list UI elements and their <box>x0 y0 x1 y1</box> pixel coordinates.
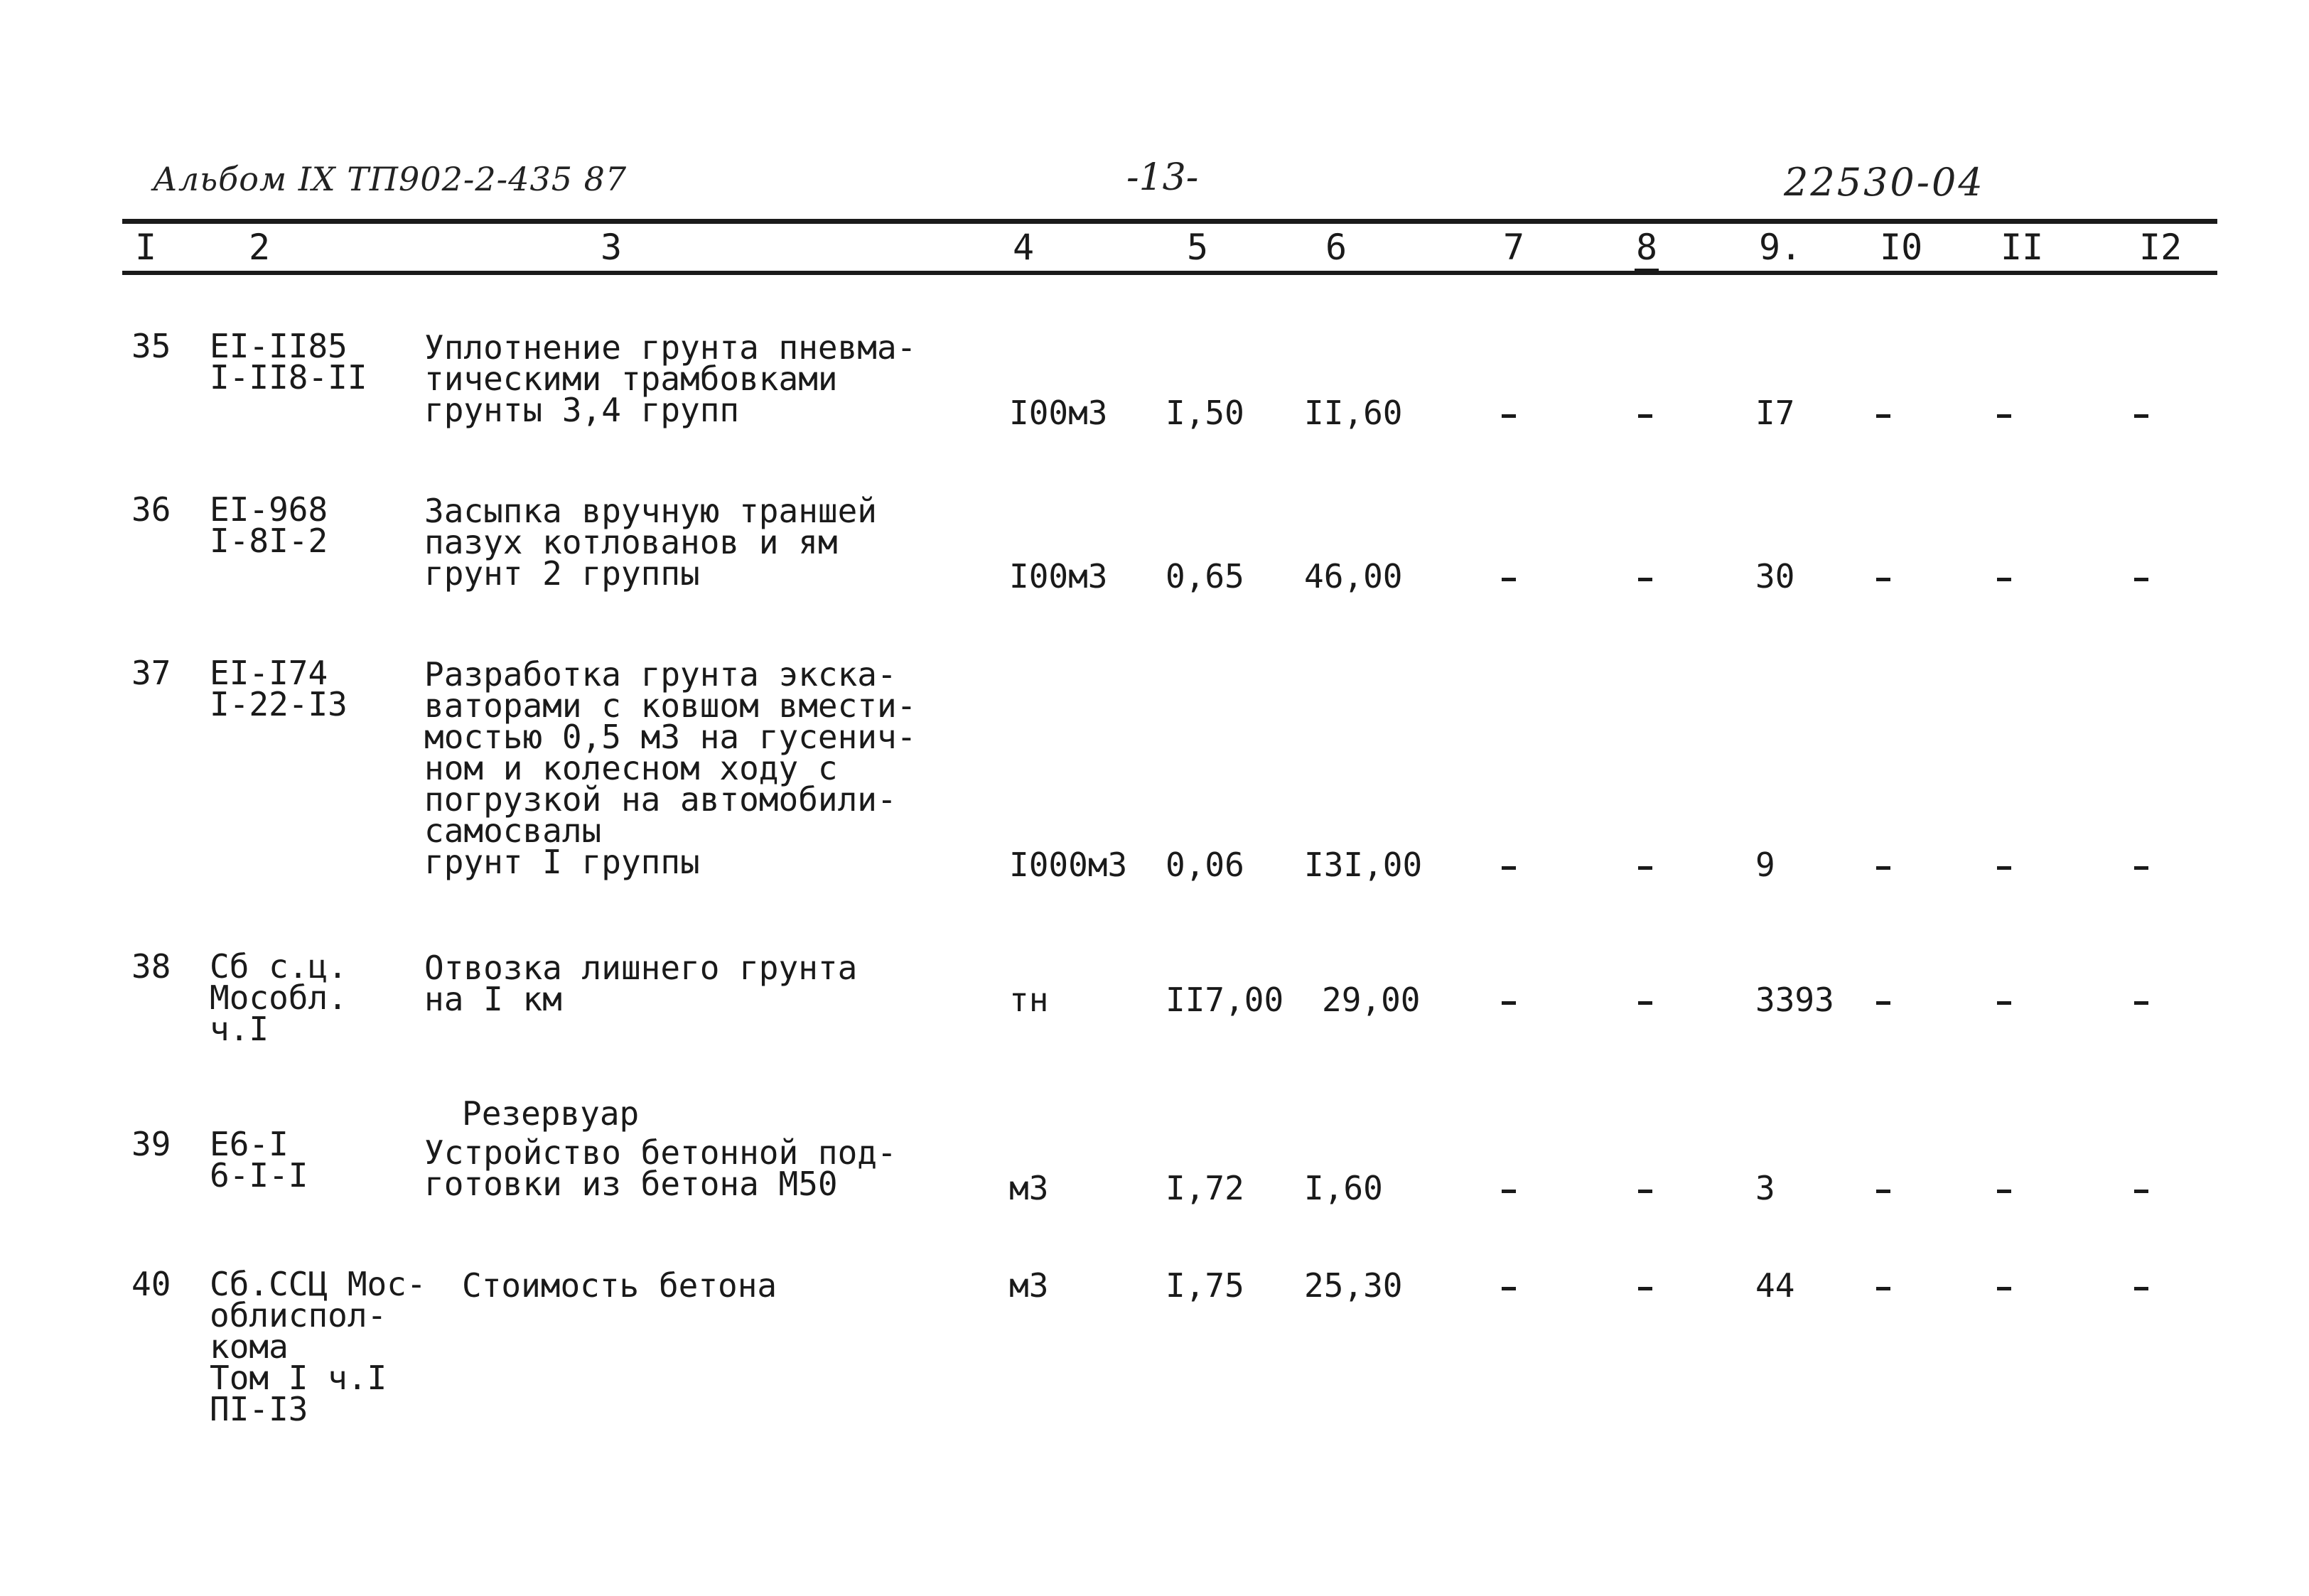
column-number: 4 <box>1013 227 1035 268</box>
row-number: 38 <box>131 947 171 986</box>
section-heading: Резервуар <box>462 1094 640 1133</box>
unit-price-cell: II,60 <box>1304 394 1403 432</box>
unit-price-cell: 29,00 <box>1322 981 1421 1019</box>
quantity-cell: 0,06 <box>1166 846 1244 884</box>
dash-mark <box>2134 414 2148 418</box>
dash-mark <box>2134 1287 2148 1290</box>
column-number: 9. <box>1759 227 1802 268</box>
album-reference: Альбом IX ТП902-2-435 87 <box>153 160 628 198</box>
work-description: Уплотнение грунта пневма- тическими трамбовками грунты 3,4 групп <box>424 328 917 429</box>
dash-mark <box>1502 1001 1516 1005</box>
work-description: Разработка грунта экска- ваторами с ковшом вмести- мостью 0,5 м3 на гусенич- ном и колесном ходу с погрузкой на автомобили- самосвалы грунт I группы <box>424 655 917 881</box>
dash-mark <box>1997 414 2011 418</box>
work-description: Засыпка вручную траншей пазух котлованов и ям грунт 2 группы <box>424 492 877 593</box>
unit-price-cell: 25,30 <box>1304 1266 1403 1305</box>
column-9-value: 3 <box>1755 1169 1775 1207</box>
unit-price-cell: I,60 <box>1304 1169 1383 1207</box>
dash-mark <box>1638 1287 1652 1290</box>
column-9-value: 30 <box>1755 557 1795 595</box>
dash-mark <box>1638 414 1652 418</box>
dash-mark <box>1876 1190 1890 1193</box>
quantity-cell: I,50 <box>1166 394 1244 432</box>
column-9-value: 3393 <box>1755 981 1834 1019</box>
dash-mark <box>2134 578 2148 581</box>
dash-mark <box>2134 1190 2148 1193</box>
dash-mark <box>1997 1190 2011 1193</box>
dash-mark <box>1638 1001 1652 1005</box>
row-number: 36 <box>131 490 171 529</box>
norm-code: Е6-I 6-I-I <box>210 1125 308 1195</box>
quantity-cell: I,75 <box>1166 1266 1244 1305</box>
work-description: Устройство бетонной под- готовки из бетона М50 <box>424 1133 897 1203</box>
dash-mark <box>1638 866 1652 870</box>
quantity-cell: II7,00 <box>1166 981 1284 1019</box>
dash-mark <box>1997 578 2011 581</box>
unit-cell: м3 <box>1009 1266 1049 1305</box>
column-number: I0 <box>1880 227 1923 268</box>
unit-cell: I00м3 <box>1009 557 1108 595</box>
column-8-underline <box>1635 269 1659 273</box>
unit-cell: I00м3 <box>1009 394 1108 432</box>
quantity-cell: I,72 <box>1166 1169 1244 1207</box>
row-number: 37 <box>131 654 171 692</box>
column-number: 2 <box>249 227 271 268</box>
dash-mark <box>1876 1287 1890 1290</box>
dash-mark <box>1876 866 1890 870</box>
header-rule-top <box>122 219 2217 224</box>
column-number: I <box>135 227 157 268</box>
dash-mark <box>1997 1287 2011 1290</box>
row-number: 39 <box>131 1125 171 1163</box>
header-rule-bottom <box>122 271 2217 275</box>
column-number: 3 <box>601 227 623 268</box>
column-number: 6 <box>1325 227 1347 268</box>
norm-code: EI-968 I-8I-2 <box>210 490 328 560</box>
dash-mark <box>1876 1001 1890 1005</box>
column-number: II <box>2001 227 2044 268</box>
norm-code: Сб.ССЦ Мос- облиспол- кома Том I ч.I ПI-I3 <box>210 1265 426 1428</box>
dash-mark <box>1638 578 1652 581</box>
work-description: Стоимость бетона <box>462 1266 777 1305</box>
column-9-value: 9 <box>1755 846 1775 884</box>
dash-mark <box>2134 866 2148 870</box>
norm-code: EI-I74 I-22-I3 <box>210 654 348 723</box>
document-number: 22530-04 <box>1784 160 1985 205</box>
dash-mark <box>1876 578 1890 581</box>
work-description: Отвозка лишнего грунта на I км <box>424 949 858 1018</box>
column-number: I2 <box>2139 227 2182 268</box>
row-number: 40 <box>131 1265 171 1303</box>
dash-mark <box>1876 414 1890 418</box>
unit-price-cell: 46,00 <box>1304 557 1403 595</box>
dash-mark <box>1997 866 2011 870</box>
unit-cell: тн <box>1009 981 1049 1019</box>
unit-cell: м3 <box>1009 1169 1049 1207</box>
page-number: -13- <box>1126 156 1199 199</box>
norm-code: Сб с.ц. Мособл. ч.I <box>210 947 348 1048</box>
dash-mark <box>1502 578 1516 581</box>
column-number: 8 <box>1636 227 1658 268</box>
dash-mark <box>1502 866 1516 870</box>
unit-price-cell: I3I,00 <box>1304 846 1423 884</box>
column-9-value: 44 <box>1755 1266 1795 1305</box>
unit-cell: I000м3 <box>1009 846 1128 884</box>
row-number: 35 <box>131 327 171 365</box>
column-number: 7 <box>1503 227 1525 268</box>
dash-mark <box>2134 1001 2148 1005</box>
dash-mark <box>1502 414 1516 418</box>
dash-mark <box>1997 1001 2011 1005</box>
dash-mark <box>1502 1287 1516 1290</box>
column-number: 5 <box>1187 227 1209 268</box>
norm-code: EI-II85 I-II8-II <box>210 327 367 397</box>
dash-mark <box>1502 1190 1516 1193</box>
quantity-cell: 0,65 <box>1166 557 1244 595</box>
column-9-value: I7 <box>1755 394 1795 432</box>
dash-mark <box>1638 1190 1652 1193</box>
